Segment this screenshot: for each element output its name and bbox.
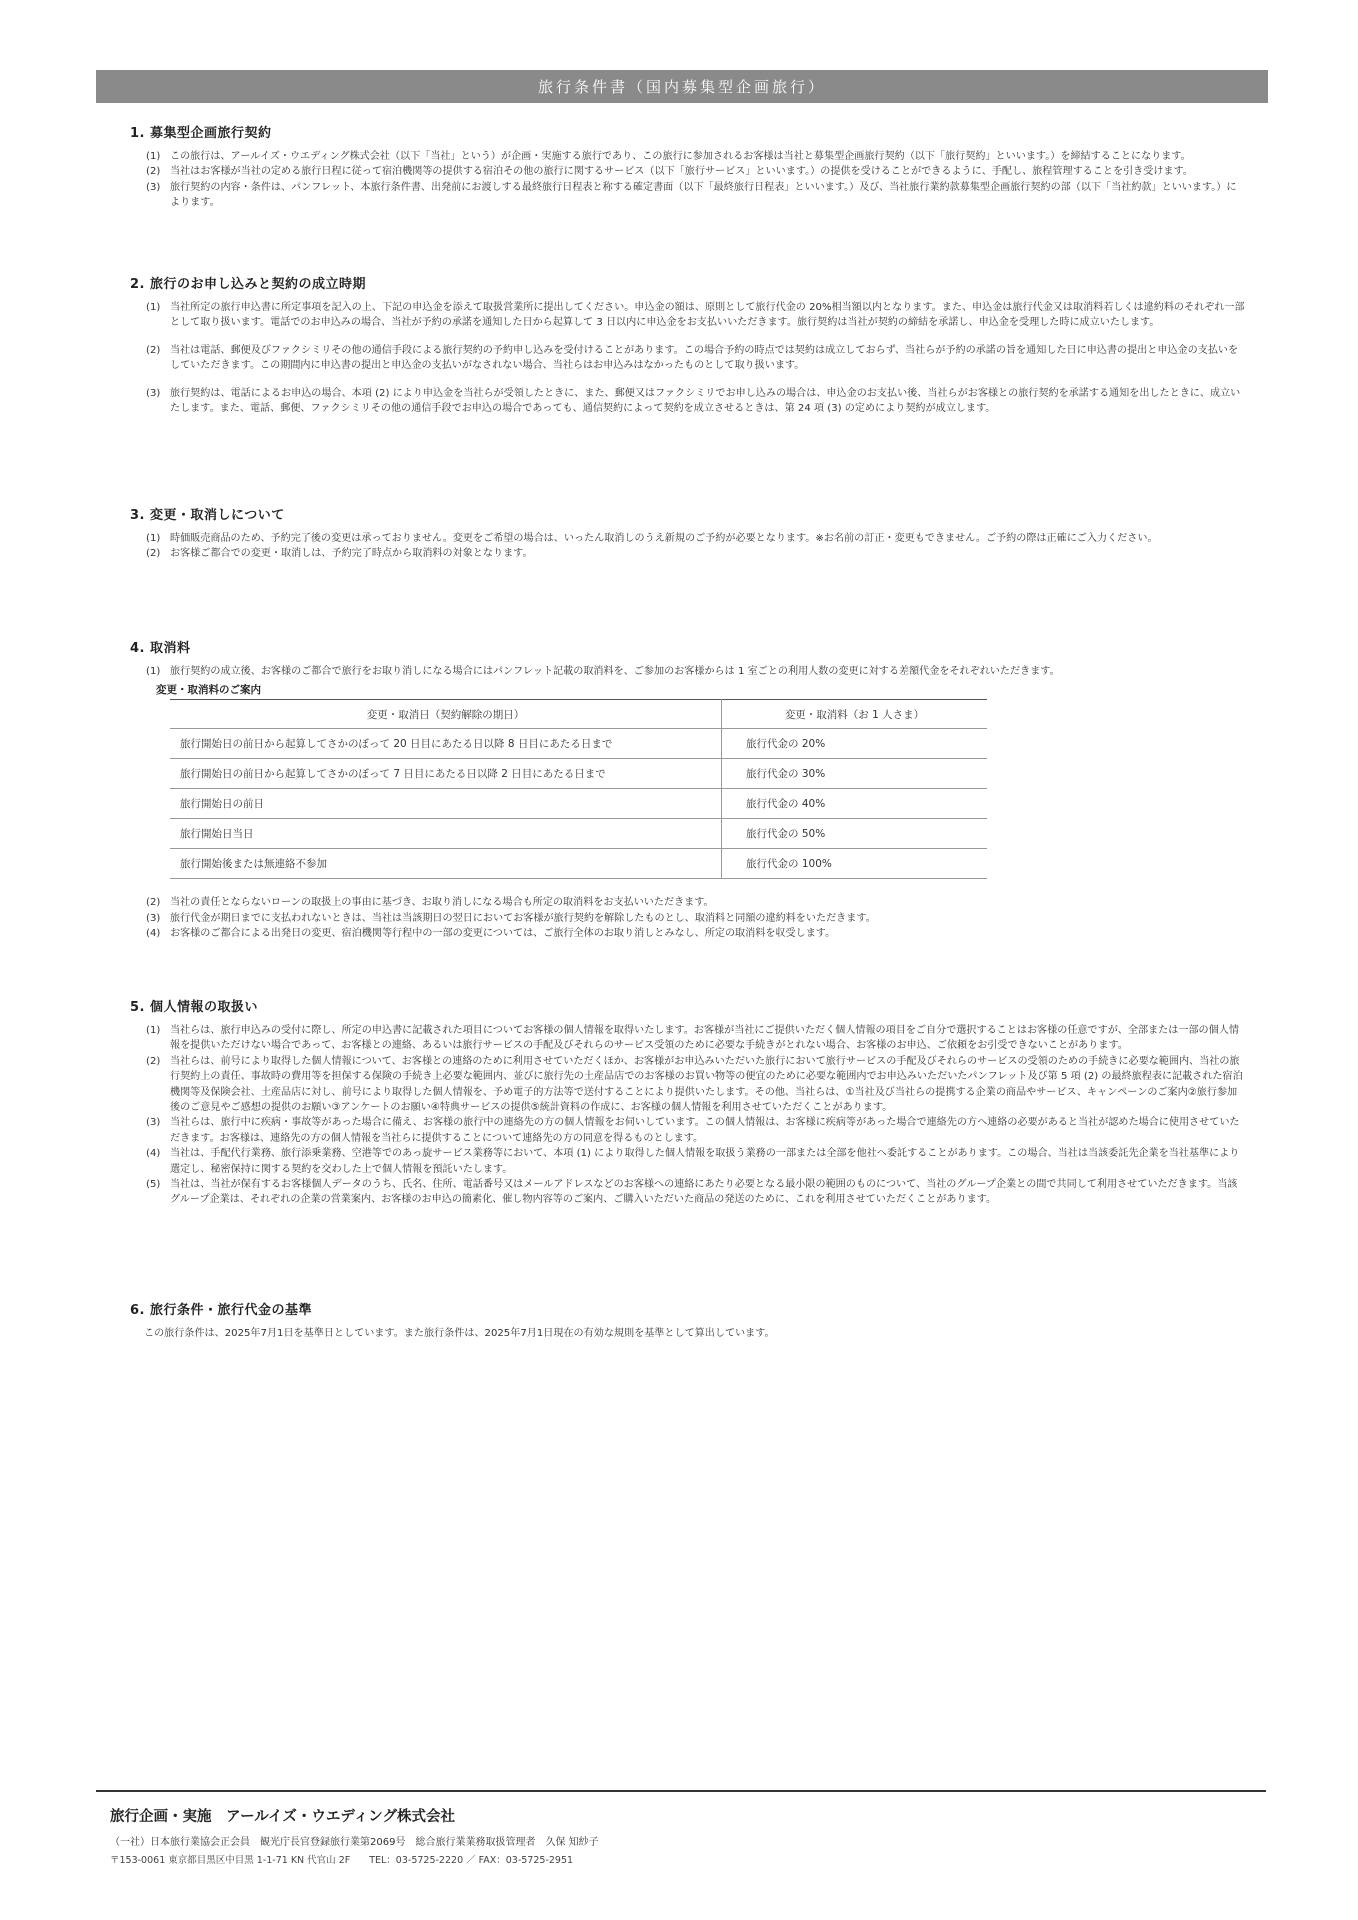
table-row: [170, 759, 987, 789]
list-item: [146, 664, 1245, 679]
list-item: [146, 911, 1245, 926]
item-text: 当社はお客様が当社の定める旅行日程に従って宿泊機関等の提供する宿泊その他の旅行に関するサービス（以下「旅行サービス」といいます。）の提供を受けることができるように、手配し、旅程管理することを引き受けます。: [170, 166, 1193, 178]
section-cancellation-fee: [130, 637, 1245, 942]
table-row: [170, 729, 987, 759]
item-text: 当社は、当社が保有するお客様個人データのうち、氏名、住所、電話番号又はメールアドレスなどのお客様への連絡にあたり必要となる最小限の範囲のものについて、当社のグループ企業との間で共同して利用させていただきます。当該グループ企業は、それぞれの企業の営業案内、お客様のお申込の簡素化、催し物内容等のご案内、ご購入いただいた商品の発送のために、これを利用させていただくことがあります。: [170, 1179, 1238, 1206]
item-text: 時価販売商品のため、予約完了後の変更は承っておりません。変更をご希望の場合は、いったん取消しのうえ新規のご予約が必要となります。※お名前の訂正・変更もできません。ご予約の際は正確にご入力ください。: [170, 533, 1158, 544]
table-row: [170, 819, 987, 849]
list-item: [146, 1115, 1245, 1146]
list-item: [146, 1054, 1245, 1116]
section-title: 6. 旅行条件・旅行代金の基準: [130, 1303, 313, 1318]
section-application: [130, 273, 1245, 416]
item-text: 旅行代金が期日までに支払われないときは、当社は当該期日の翌日においてお客様が旅行契約を解除したものとし、取消料と同額の違約料をいただきます。: [170, 912, 876, 924]
item-number: (2): [146, 897, 161, 909]
table-cell: 旅行代金の 40%: [722, 789, 988, 819]
item-number: (1): [146, 151, 161, 162]
item-text: お客様のご都合による出発日の変更、宿泊機関等行程中の一部の変更については、ご旅行全体のお取り消しとみなし、所定の取消料を収受します。: [170, 928, 836, 940]
table-cell: 旅行代金の 50%: [722, 819, 988, 849]
item-number: (4): [146, 1148, 161, 1160]
table-row: [170, 789, 987, 819]
table-cell: 旅行代金の 20%: [722, 729, 988, 759]
item-text: 当社は電話、郵便及びファクシミリその他の通信手段による旅行契約の予約申し込みを受付けることがあります。この場合予約の時点では契約は成立しておらず、当社らが予約の承諾の旨を通知した日に申込書の提出と申込金の支払いをしていただきます。この期間内に申込書の提出と申込金の支払いがなされない場合、当社らはお申込みはなかったものとして取り扱います。: [170, 344, 1239, 372]
item-text: この旅行は、アールイズ・ウエディング株式会社（以下「当社」という）が企画・実施する旅行であり、この旅行に参加されるお客様は当社と募集型企画旅行契約（以下「旅行契約」といいます。）を締結することになります。: [170, 151, 1191, 162]
list-item: [146, 895, 1245, 910]
table-cell: 旅行開始日の前日から起算してさかのぼって 20 日目にあたる日以降 8 日目にあたる日まで: [170, 729, 722, 759]
cancellation-fee-table: [170, 699, 987, 879]
section-contract: [130, 122, 1245, 211]
item-number: (3): [146, 181, 161, 193]
footer-divider: [96, 1790, 1266, 1792]
item-number: (1): [146, 533, 161, 544]
item-number: (3): [146, 1117, 161, 1129]
table-cell: 旅行開始後または無連絡不参加: [170, 849, 722, 879]
document-title: 旅行条件書（国内募集型企画旅行）: [537, 78, 826, 96]
item-text: 当社らは、旅行申込みの受付に際し、所定の申込書に記載された項目についてお客様の個人情報を取得いたします。お客様が当社にご提供いただく個人情報の項目をご自分で選択することはお客様の任意ですが、全部または一部の個人情報を提供いただけない場合であって、お客様との連絡、あるいは旅行サービスの手配及びそれらのサービス受領のために必要な手続きがとれない場合、お客様のお申込、ご依頼をお引受できないことがあります。: [170, 1025, 1239, 1052]
list-item: [146, 1177, 1245, 1208]
column-header: 変更・取消料（お 1 人さま）: [722, 700, 988, 729]
item-text: 当社は、手配代行業務、旅行添乗業務、空港等でのあっ旋サービス業務等において、本項 (1) により取得した個人情報を取扱う業務の一部または全部を他社へ委託することがあります。この場合、当社は当該委託先企業を当社基準により選定し、秘密保持に関する契約を交わした上で個人情報を預託いたします。: [170, 1148, 1240, 1175]
section-title: 4. 取消料: [130, 641, 191, 656]
table-cell: 旅行開始日当日: [170, 819, 722, 849]
item-number: (2): [146, 548, 161, 560]
table-cell: 旅行代金の 30%: [722, 759, 988, 789]
section-personal-info: [130, 996, 1245, 1208]
list-item: [146, 386, 1245, 417]
item-number: (2): [146, 344, 161, 356]
item-number: (2): [146, 1055, 161, 1067]
item-text: 当社所定の旅行申込書に所定事項を記入の上、下記の申込金を添えて取扱営業所に提出してください。申込金の額は、原則として旅行代金の 20%相当額以内となります。また、申込金は旅行代金又は取消料若しくは違約料のそれぞれ一部として取り扱います。電話でのお申込みの場合、当社が予約の承諾を通知した日から起算して 3 日以内に申込金をお支払いいただきます。旅行契約は当社が契約の締結を承諾し、申込金を受理した時に成立いたします。: [170, 302, 1245, 329]
item-number: (5): [146, 1179, 161, 1191]
item-number: (1): [146, 666, 161, 677]
list-item: [146, 1146, 1245, 1177]
section-title: 1. 募集型企画旅行契約: [130, 126, 272, 141]
item-number: (1): [146, 302, 161, 313]
section-text: この旅行条件は、2025年7月1日を基準日としています。また旅行条件は、2025年7月1日現在の有効な規則を基準として算出しています。: [144, 1328, 775, 1339]
list-item: [146, 1023, 1245, 1054]
section-changes: [130, 504, 1245, 562]
section-basis: [130, 1299, 1245, 1341]
list-item: [146, 546, 1245, 561]
item-text: 当社らは、前号により取得した個人情報について、お客様との連絡のために利用させていただくほか、お客様がお申込みいただいた旅行において旅行サービスの手配及びそれらのサービスの受領のための手続きに必要な範囲内、当社の旅行契約上の責任、事故時の費用等を担保する保険の手続き上必要な範囲内、並びに旅行先の土産品店でのお客様のお買い物等の便宜のために必要な範囲内でお申込みいただいたパンフレット及び第 5 項 (2) の最終旅程表に記載された宿泊機関等及保険会社、土産品店に対し、前号により取得した個人情報を、予め電子的方法等で送付することにより提供いたします。その他、当社らは、①当社及び当社らの提携する企業の商品やサービス、キャンペーンのご案内②旅行参加後のご意見やご感想の提供のお願い③アンケートのお願い④特典サービスの提供⑤統計資料の作成に、お客様の個人情報を利用させていただくことがあります。: [170, 1055, 1243, 1114]
footer-company: 旅行企画・実施 アールイズ・ウエディング株式会社: [110, 1809, 455, 1825]
footer-address: 〒153-0061 東京都目黒区中目黒 1-1-71 KN 代官山 2F TEL：03-5725-2220 ／ FAX：03-5725-2951: [110, 1855, 574, 1866]
list-item: [146, 300, 1245, 331]
item-number: (1): [146, 1025, 161, 1036]
item-text: 当社の責任とならないローンの取扱上の事由に基づき、お取り消しになる場合も所定の取消料をお支払いいただきます。: [170, 897, 714, 909]
item-number: (2): [146, 166, 161, 178]
table-row: [170, 849, 987, 879]
column-header: 変更・取消日（契約解除の期日）: [170, 700, 722, 729]
list-item: [146, 343, 1245, 374]
item-text: 旅行契約の成立後、お客様のご都合で旅行をお取り消しになる場合にはパンフレット記載の取消料を、ご参加のお客様からは 1 室ごとの利用人数の変更に対する差額代金をそれぞれいただきます。: [170, 666, 1060, 677]
table-cell: 旅行開始日の前日から起算してさかのぼって 7 日目にあたる日以降 2 日目にあたる日まで: [170, 759, 722, 789]
item-number: (3): [146, 912, 161, 924]
item-text: 旅行契約の内容・条件は、パンフレット、本旅行条件書、出発前にお渡しする最終旅行日程表と称する確定書面（以下「最終旅行日程表」といいます。）及び、当社旅行業約款募集型企画旅行契約の部（以下「当社約款」といいます。）によります。: [170, 181, 1237, 209]
section-title: 2. 旅行のお申し込みと契約の成立時期: [130, 277, 367, 292]
list-item: [146, 180, 1245, 211]
list-item: [146, 531, 1245, 546]
section-title: 3. 変更・取消しについて: [130, 508, 285, 523]
item-number: (3): [146, 387, 161, 399]
document-header-bar: [96, 70, 1268, 103]
table-caption: 変更・取消料のご案内: [156, 684, 261, 697]
section-title: 5. 個人情報の取扱い: [130, 1000, 259, 1015]
item-text: お客様ご都合での変更・取消しは、予約完了時点から取消料の対象となります。: [170, 548, 533, 560]
footer-registration: （一社）日本旅行業協会正会員 観光庁長官登録旅行業第2069号 総合旅行業業務取扱管理者 久保 知紗子: [110, 1837, 599, 1848]
list-item: [146, 149, 1245, 164]
item-text: 旅行契約は、電話によるお申込の場合、本項 (2) により申込金を当社らが受領したときに、また、郵便又はファクシミリでお申し込みの場合は、申込金のお支払い後、当社らがお客様との旅行契約を承諾する通知を出したときに、成立いたします。また、電話、郵便、ファクシミリその他の通信手段でお申込の場合であっても、通信契約によって契約を成立させるときは、第 24 項 (3) の定めにより契約が成立します。: [170, 387, 1241, 415]
table-cell: 旅行開始日の前日: [170, 789, 722, 819]
table-header-row: [170, 700, 987, 729]
table-cell: 旅行代金の 100%: [722, 849, 988, 879]
list-item: [146, 164, 1245, 179]
item-number: (4): [146, 928, 161, 940]
list-item: [146, 926, 1245, 941]
item-text: 当社らは、旅行中に疾病・事故等があった場合に備え、お客様の旅行中の連絡先の方の個人情報をお伺いしています。この個人情報は、お客様に疾病等があった場合で連絡先の方へ連絡の必要があると当社が認めた場合に使用させていただきます。お客様は、連絡先の方の個人情報を当社らに提供することについて連絡先の方の同意を得るものとします。: [170, 1117, 1240, 1144]
